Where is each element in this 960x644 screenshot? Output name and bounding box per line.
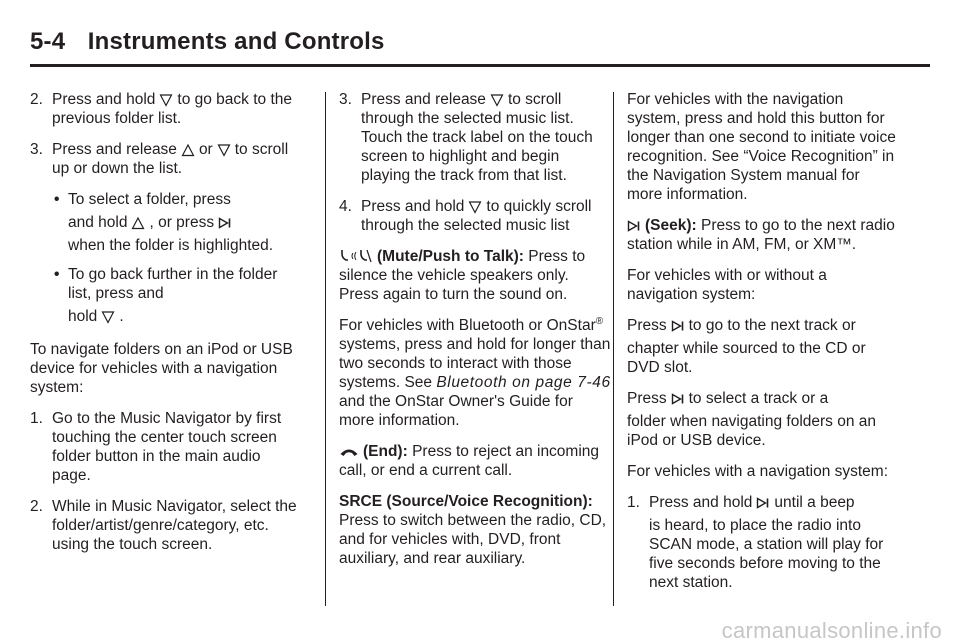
hang-up-icon bbox=[339, 445, 359, 459]
seek-next-icon bbox=[756, 496, 770, 510]
step-2: 2. Press and hold to go back to the previous folder list. bbox=[30, 91, 293, 127]
step-1: 1. Go to the Music Navigator by first touching the center touch screen folder button in the main audio page. bbox=[30, 410, 282, 484]
section-title: Instruments and Controls bbox=[87, 28, 385, 55]
triangle-down-icon bbox=[217, 143, 231, 157]
with-without-paragraph: For vehicles with or without a navigation system: bbox=[627, 267, 827, 303]
press-next-track-paragraph: Press to go to the next track or chapter while sourced to the CD or DVD slot. bbox=[627, 317, 866, 376]
watermark: carmanualsonline.info bbox=[721, 618, 942, 643]
triangle-down-icon bbox=[468, 200, 482, 214]
scan-step-1: 1. Press and hold until a beep is heard, to place the radio into SCAN mode, a station will play for five seconds before moving to the next station. bbox=[627, 494, 884, 591]
ipod-paragraph: To navigate folders on an iPod or USB device for vehicles with a navigation system: bbox=[30, 341, 293, 396]
column-3 bbox=[627, 90, 899, 604]
page-number: 5-4 bbox=[30, 28, 66, 55]
page-header bbox=[30, 28, 930, 56]
seek-next-icon bbox=[671, 392, 685, 406]
step-2b: 2. While in Music Navigator, select the folder/artist/genre/category, etc. using the touch screen. bbox=[30, 498, 297, 553]
header-rule bbox=[30, 64, 930, 67]
triangle-down-icon bbox=[490, 93, 504, 107]
bullet-go-back: • To go back further in the folder list, press and hold . bbox=[54, 266, 278, 325]
mute-paragraph: (Mute/Push to Talk): Press to silence the vehicle speakers only. Press again to turn the sound on. bbox=[339, 248, 586, 303]
column-divider-2 bbox=[613, 92, 614, 606]
nav-voice-paragraph: For vehicles with the navigation system, press and hold this button for longer than one second to initiate voice recognition. See “Voice Recognition” in the Navigation System manual for more information. bbox=[627, 91, 896, 203]
seek-next-icon bbox=[218, 216, 232, 230]
with-nav-paragraph: For vehicles with a navigation system: bbox=[627, 463, 889, 480]
step-3: 3. Press and release or to scroll up or down the list. bbox=[30, 141, 289, 177]
step-3-music: 3. Press and release to scroll through the selected music list. Touch the track label on the touch screen to highlight and begin playing the track from that list. bbox=[339, 91, 593, 184]
bluetooth-reference: Bluetooth on page 7‑46 bbox=[436, 374, 611, 391]
seek-next-icon bbox=[671, 319, 685, 333]
triangle-up-icon bbox=[181, 143, 195, 157]
press-select-track-paragraph: Press to select a track or a folder when navigating folders on an iPod or USB device. bbox=[627, 390, 877, 449]
column-divider-1 bbox=[325, 92, 326, 606]
seek-next-icon bbox=[627, 219, 641, 233]
step-4: 4. Press and hold to quickly scroll through the selected music list bbox=[339, 198, 592, 234]
bluetooth-paragraph: For vehicles with Bluetooth or OnStar® systems, press and hold for longer than two seconds to interact with those systems. See Bluetooth on page 7‑46 and the OnStar Owner's Guide for more information. bbox=[339, 315, 611, 429]
call-push-to-talk-icon bbox=[339, 248, 373, 264]
triangle-up-icon bbox=[131, 216, 145, 230]
seek-paragraph: (Seek): Press to go to the next radio station while in AM, FM, or XM™. bbox=[627, 217, 895, 253]
triangle-down-icon bbox=[159, 93, 173, 107]
column-2 bbox=[339, 90, 611, 580]
column-1 bbox=[30, 90, 302, 566]
end-paragraph: (End): Press to reject an incoming call, or end a current call. bbox=[339, 443, 600, 479]
srce-paragraph: SRCE (Source/Voice Recognition): Press to switch between the radio, CD, and for vehicles with, DVD, front auxiliary, and rear auxiliary. bbox=[339, 493, 607, 567]
triangle-down-icon bbox=[101, 310, 115, 324]
bullet-select-folder: • To select a folder, press and hold , or press when the folder is highlighted. bbox=[54, 191, 274, 254]
